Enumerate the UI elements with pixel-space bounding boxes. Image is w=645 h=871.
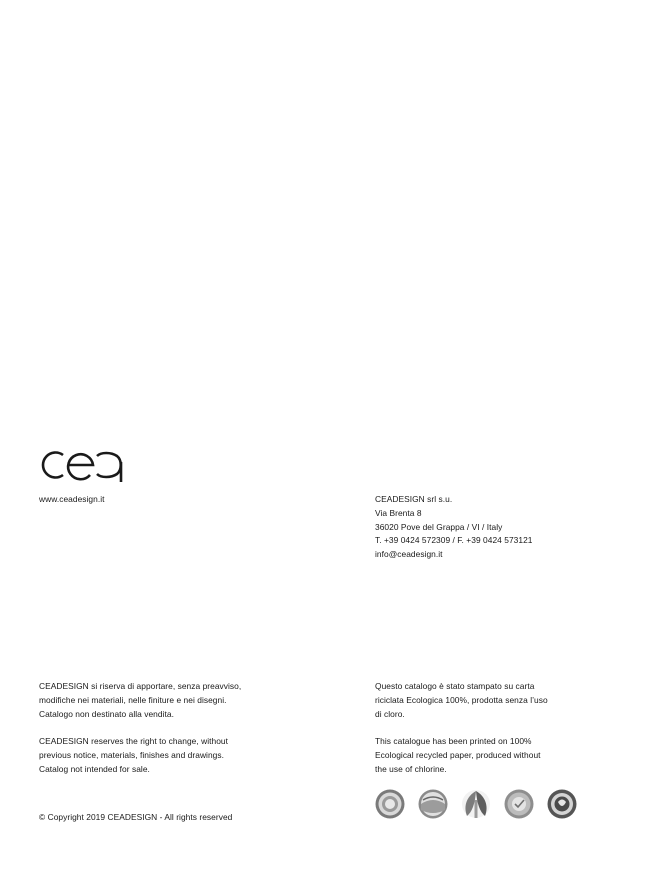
paper-en-line: This catalogue has been printed on 100% xyxy=(375,736,532,746)
certification-seal-4-icon xyxy=(505,790,534,819)
certification-seal-2-icon xyxy=(419,790,448,819)
company-city: 36020 Pove del Grappa / VI / Italy xyxy=(375,521,503,532)
website-link[interactable]: www.ceadesign.it xyxy=(39,494,105,504)
paper-notice-italian xyxy=(375,680,548,721)
company-street: Via Brenta 8 xyxy=(375,507,422,518)
paper-it-line: di cloro. xyxy=(375,708,405,719)
company-address xyxy=(375,493,533,562)
company-name: CEADESIGN srl s.u. xyxy=(375,494,453,504)
notice-en-line: CEADESIGN reserves the right to change, without xyxy=(39,736,229,746)
paper-it-line: riciclata Ecologica 100%, prodotta senza l’uso xyxy=(375,694,548,705)
company-phone-fax: T. +39 0424 572309 / F. +39 0424 573121 xyxy=(375,535,533,546)
paper-en-line: the use of chlorine. xyxy=(375,763,447,774)
notice-italian xyxy=(39,680,241,721)
notice-it-line: CEADESIGN si riserva di apportare, senza preavviso, xyxy=(39,681,242,691)
notice-it-line: modifiche nei materiali, nelle finiture e nei disegni. xyxy=(39,694,227,705)
paper-it-line: Questo catalogo è stato stampato su carta xyxy=(375,681,535,691)
paper-en-line: Ecological recycled paper, produced without xyxy=(375,749,541,760)
cea-logo xyxy=(37,448,123,482)
certification-badges xyxy=(375,788,585,820)
notice-it-line: Catalogo non destinato alla vendita. xyxy=(39,708,174,719)
notice-en-line: Catalog not intended for sale. xyxy=(39,763,150,774)
certification-seal-3-icon xyxy=(462,790,490,818)
notice-en-line: previous notice, materials, finishes and drawings. xyxy=(39,749,224,760)
certification-seal-5-icon xyxy=(548,790,577,819)
copyright-text: © Copyright 2019 CEADESIGN - All rights reserved xyxy=(39,812,233,822)
certification-seal-1-icon xyxy=(376,790,405,819)
paper-notice-english xyxy=(375,735,541,776)
company-email[interactable]: info@ceadesign.it xyxy=(375,549,443,560)
notice-english xyxy=(39,735,228,776)
